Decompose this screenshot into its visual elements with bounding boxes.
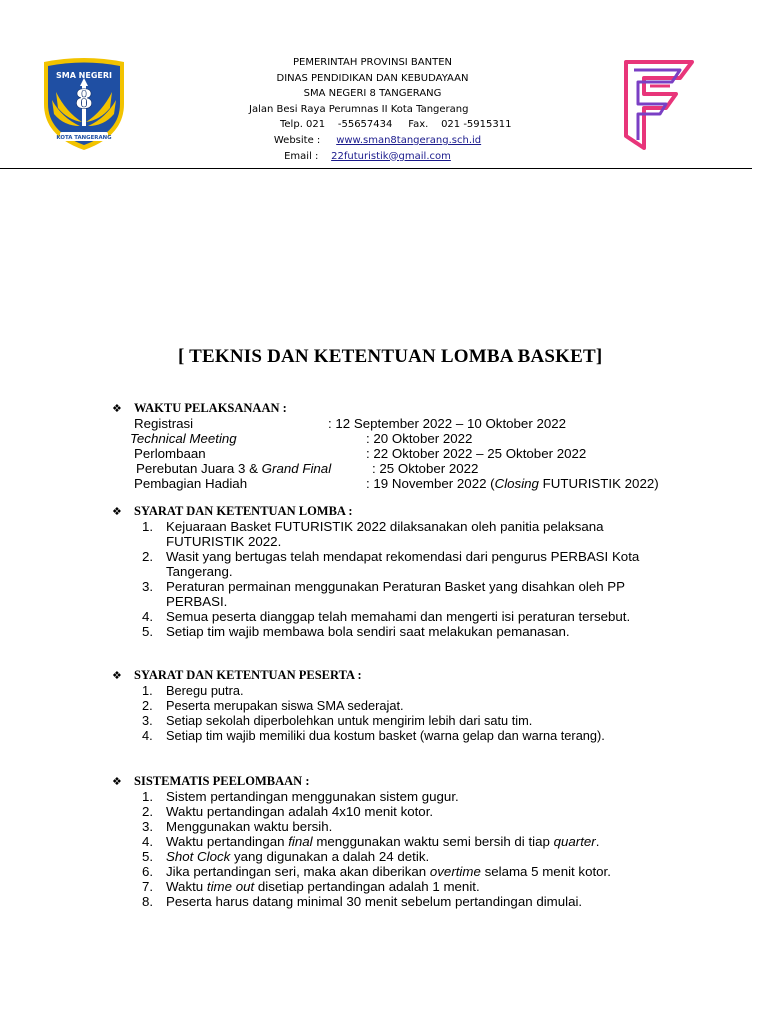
letterhead-department: DINAS PENDIDIKAN DAN KEBUDAYAAN [276, 72, 469, 84]
email-label: Email : [284, 150, 319, 162]
list-item: 1. Beregu putra. [142, 683, 244, 698]
list-item: 4. Waktu pertandingan final menggunakan waktu semi bersih di tiap quarter. [142, 834, 600, 849]
list-item: 7. Waktu time out disetiap pertandingan adalah 1 menit. [142, 879, 480, 894]
website-label: Website : [273, 134, 321, 146]
schedule-row: Technical Meeting : 20 Oktober 2022 [130, 431, 473, 446]
schedule-row: Perebutan Juara 3 & Grand Final : 25 Oktober 2022 [136, 461, 479, 476]
futuristik-logo [622, 56, 698, 152]
section-waktu [112, 400, 659, 491]
diamond-bullet-icon: ❖ [112, 774, 122, 788]
list-item: 8. Peserta harus datang minimal 30 menit sebelum pertandingan dimulai. [142, 894, 583, 909]
letterhead-school: SMA NEGERI 8 TANGERANG [303, 88, 442, 100]
list-item: 1. Kejuaraan Basket FUTURISTIK 2022 dilaksanakan oleh panitia pelaksana FUTURISTIK 2022. [142, 519, 604, 549]
letterhead-email [240, 149, 505, 165]
schedule-row: Perlombaan : 22 Oktober 2022 – 25 Oktober 2022 [134, 446, 587, 461]
logo-bottom-text: KOTA TANGERANG [56, 135, 112, 141]
email-link[interactable]: 22futuristik@gmail.com [331, 150, 451, 162]
list-item: 4. Semua peserta dianggap telah memahami dan mengerti isi peraturan tersebut. [142, 609, 631, 624]
schedule-row: Pembagian Hadiah : 19 November 2022 (Closing FUTURISTIK 2022) [134, 476, 659, 491]
telp-number: -55657434 [337, 119, 393, 131]
list-item: 3. Menggunakan waktu bersih. [142, 819, 333, 834]
section-lomba [112, 503, 639, 639]
website-link[interactable]: www.sman8tangerang.sch.id [336, 134, 482, 146]
section-sistematis [112, 773, 611, 909]
sistematis-list [112, 789, 611, 909]
list-item: 2. Wasit yang bertugas telah mendapat rekomendasi dari pengurus PERBASI Kota Tangerang. [142, 549, 640, 579]
letterhead-phone [240, 117, 512, 133]
telp-label: Telp. 021 [280, 119, 326, 131]
fax-number: 021 -5915311 [441, 119, 512, 131]
document-title: [ TEKNIS DAN KETENTUAN LOMBA BASKET] [178, 346, 603, 367]
diamond-bullet-icon: ❖ [112, 668, 122, 682]
letterhead-government: PEMERINTAH PROVINSI BANTEN [292, 57, 453, 68]
letterhead-address: Jalan Besi Raya Perumnas II Kota Tangerang [249, 103, 469, 115]
letterhead [240, 55, 512, 164]
list-item: 5. Setiap tim wajib membawa bola sendiri saat melakukan pemanasan. [142, 624, 570, 639]
list-item: 6. Jika pertandingan seri, maka akan diberikan overtime selama 5 menit kotor. [142, 864, 611, 879]
list-item: 1. Sistem pertandingan menggunakan sistem gugur. [142, 789, 459, 804]
section-heading: ❖ SISTEMATIS PEELOMBAAN : [112, 773, 310, 788]
list-item: 2. Peserta merupakan siswa SMA sederajat. [142, 698, 404, 713]
section-peserta [112, 667, 605, 743]
section-heading: ❖ SYARAT DAN KETENTUAN PESERTA : [112, 667, 362, 682]
letterhead-divider [0, 168, 752, 169]
list-item: 4. Setiap tim wajib memiliki dua kostum basket (warna gelap dan warna terang). [142, 728, 605, 743]
letterhead-website [240, 133, 505, 149]
sma-negeri-8-logo [36, 56, 132, 152]
schedule-row: Registrasi : 12 September 2022 – 10 Oktober 2022 [134, 416, 567, 431]
fax-label: Fax. [408, 119, 429, 131]
schedule-table [112, 416, 659, 491]
list-item: 3. Peraturan permainan menggunakan Peraturan Basket yang disahkan oleh PP PERBASI. [142, 579, 626, 609]
list-item: 2. Waktu pertandingan adalah 4x10 menit kotor. [142, 804, 434, 819]
list-item: 5. Shot Clock yang digunakan a dalah 24 detik. [142, 849, 430, 864]
lomba-list [112, 519, 639, 639]
logo-top-text: SMA NEGERI [55, 71, 113, 80]
peserta-list [112, 683, 605, 743]
diamond-bullet-icon: ❖ [112, 401, 122, 415]
logo-number: 8 [74, 85, 94, 115]
section-heading: ❖ SYARAT DAN KETENTUAN LOMBA : [112, 503, 353, 518]
section-heading: ❖ WAKTU PELAKSANAAN : [112, 400, 287, 415]
diamond-bullet-icon: ❖ [112, 504, 122, 518]
list-item: 3. Setiap sekolah diperbolehkan untuk mengirim lebih dari satu tim. [142, 713, 533, 728]
